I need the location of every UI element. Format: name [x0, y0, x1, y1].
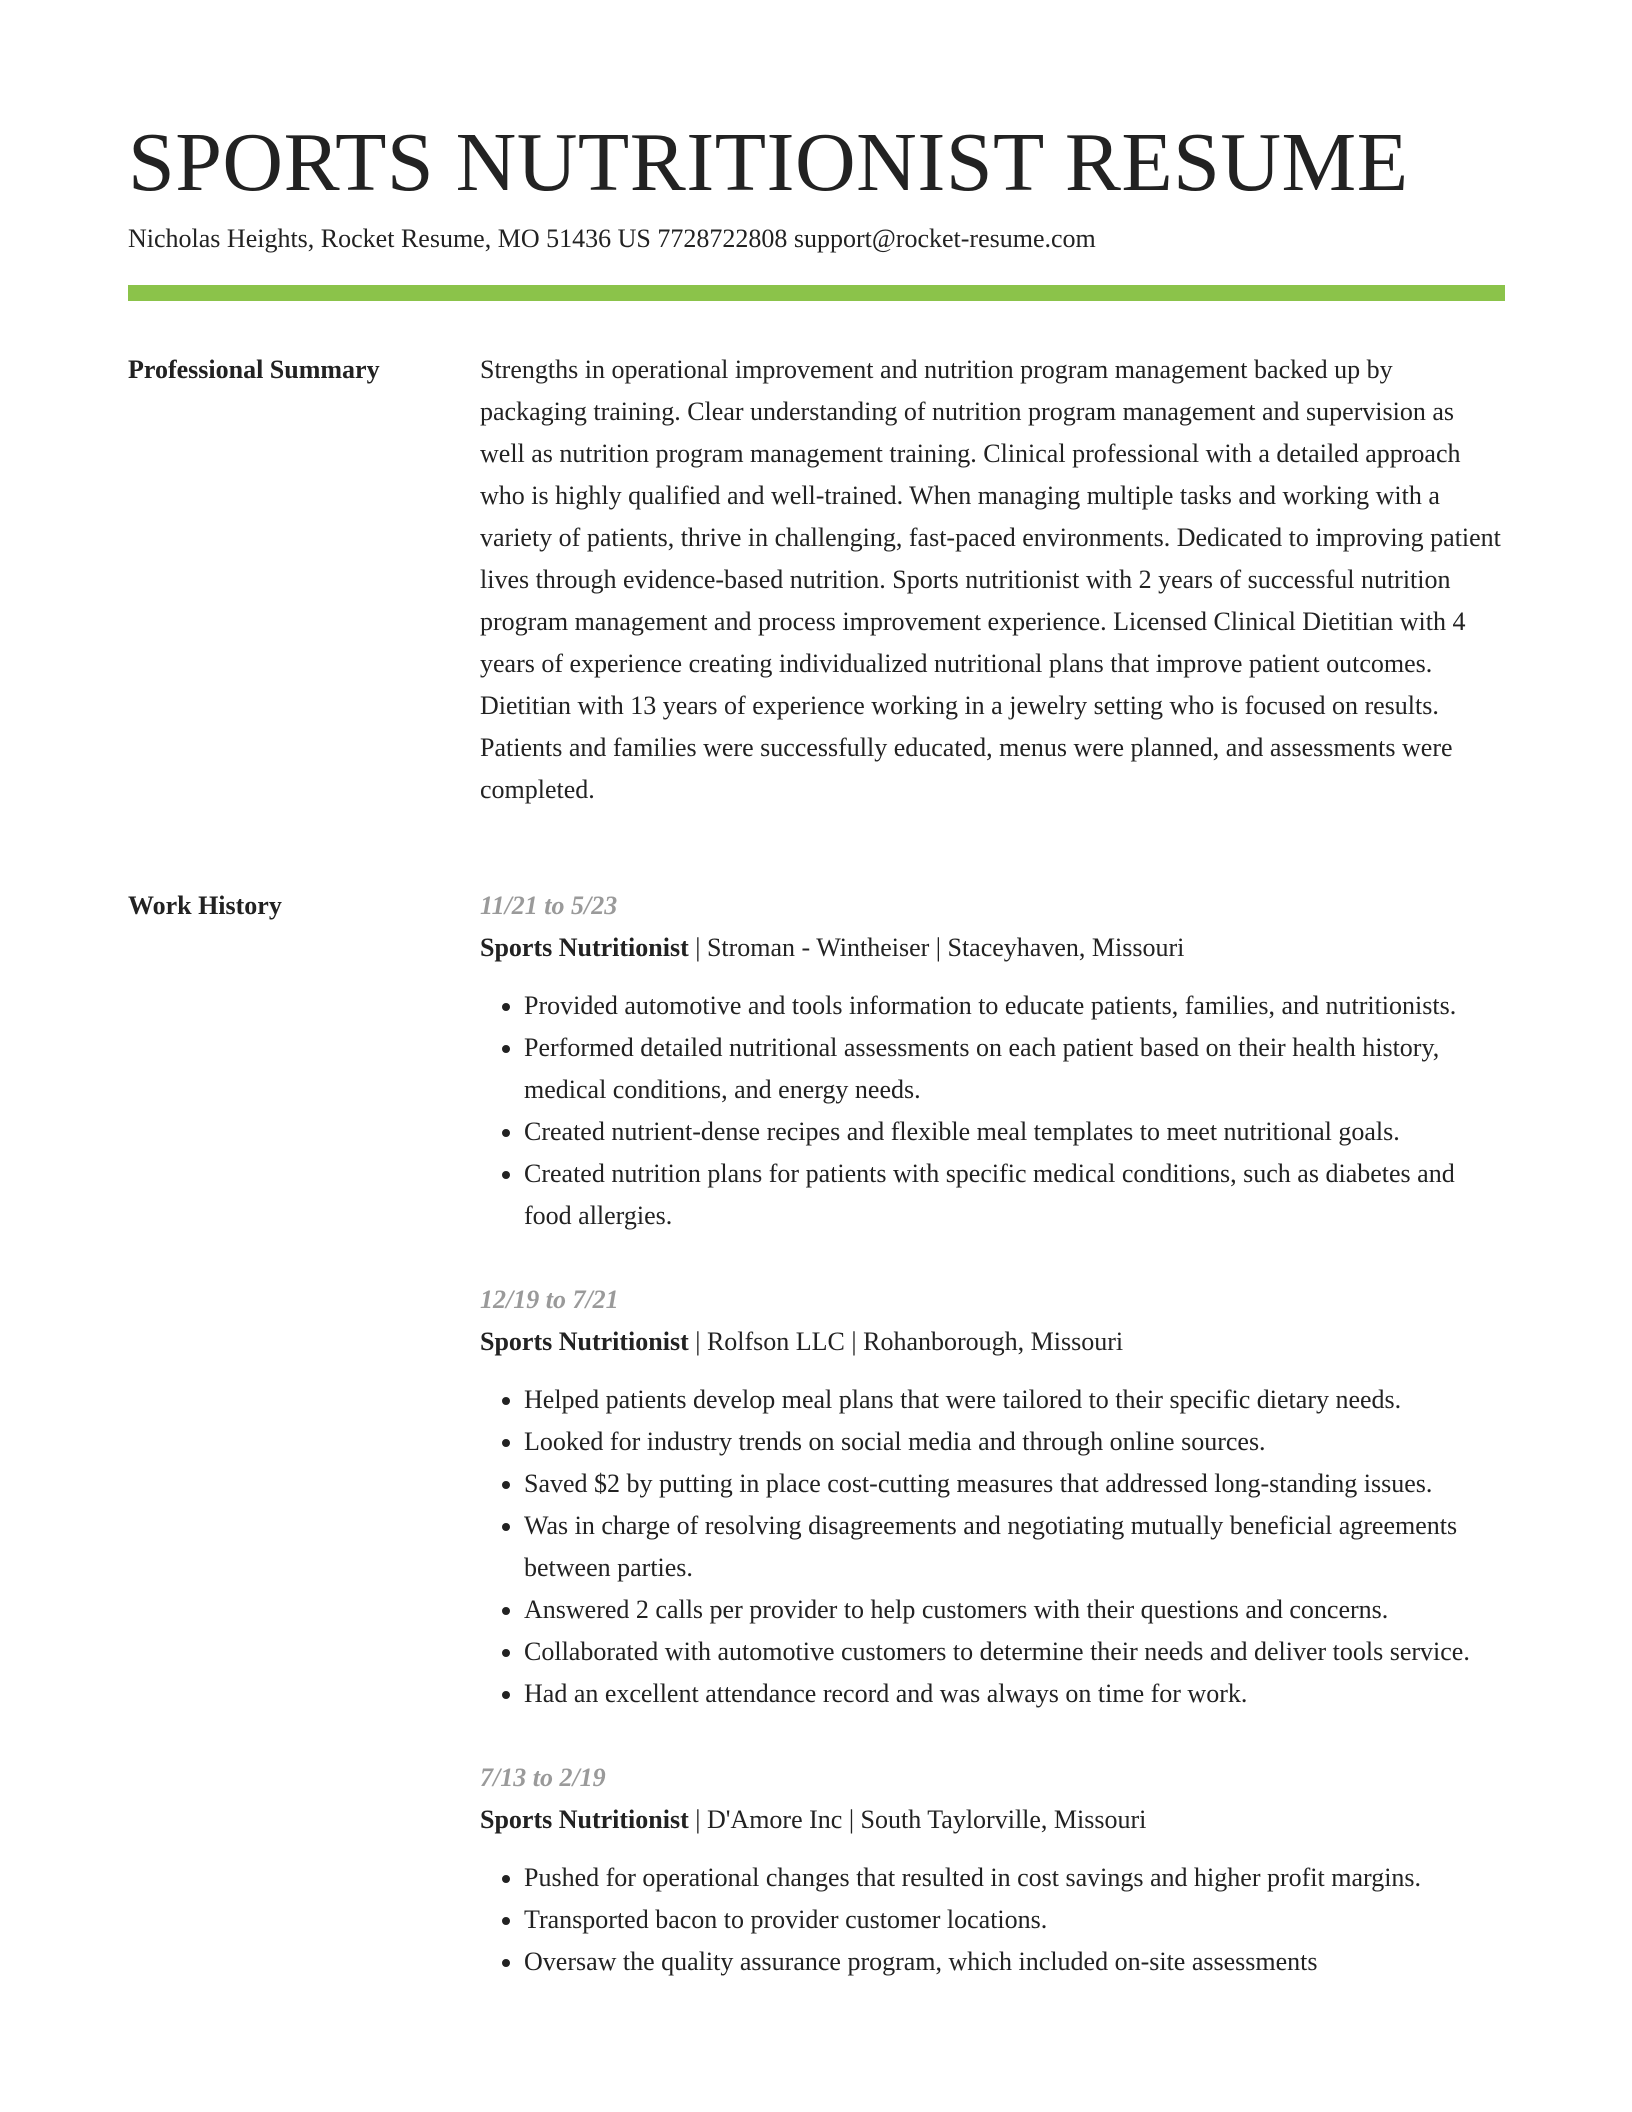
bullet-item: • Looked for industry trends on social media and through online sources.: [524, 1421, 1505, 1463]
job-title: Sports Nutritionist: [480, 1327, 689, 1356]
bullet-item: • Created nutrient-dense recipes and flexible meal templates to meet nutritional goals.: [524, 1111, 1505, 1153]
job-entry: [480, 1757, 1505, 1983]
job-dates: 7/13 to 2/19: [480, 1763, 606, 1792]
bullet-item: • Oversaw the quality assurance program, which included on-site assessments: [524, 1941, 1505, 1983]
bullet-item: • Collaborated with automotive customers to determine their needs and deliver tools service.: [524, 1631, 1505, 1673]
job-title: Sports Nutritionist: [480, 1805, 689, 1834]
bullet-item: • Was in charge of resolving disagreements and negotiating mutually beneficial agreements between parties.: [524, 1505, 1505, 1589]
job-details: | Stroman - Wintheiser | Staceyhaven, Missouri: [688, 933, 1185, 962]
job-heading: [480, 927, 1505, 969]
contact-info: Nicholas Heights, Rocket Resume, MO 51436 US 7728722808 support@rocket-resume.com: [128, 223, 1096, 253]
accent-divider: [128, 285, 1505, 301]
bullet-item: • Answered 2 calls per provider to help customers with their questions and concerns.: [524, 1589, 1505, 1631]
job-entry: [480, 885, 1505, 1237]
bullet-item: • Created nutrition plans for patients with specific medical conditions, such as diabetes and food allergies.: [524, 1153, 1505, 1237]
bullet-item: • Had an excellent attendance record and was always on time for work.: [524, 1673, 1505, 1715]
summary-body: [480, 349, 1505, 811]
bullet-item: • Provided automotive and tools information to educate patients, families, and nutritionists.: [524, 985, 1505, 1027]
bullet-item: • Performed detailed nutritional assessments on each patient based on their health history, medical conditions, and energy needs.: [524, 1027, 1505, 1111]
job-title: Sports Nutritionist: [480, 933, 689, 962]
job-bullets: [480, 1379, 1505, 1715]
bullet-item: • Saved $2 by putting in place cost-cutting measures that addressed long-standing issues.: [524, 1463, 1505, 1505]
job-bullets: [480, 985, 1505, 1237]
job-bullets: [480, 1857, 1505, 1983]
job-heading: [480, 1321, 1505, 1363]
job-details: | D'Amore Inc | South Taylorville, Missouri: [688, 1805, 1147, 1834]
bullet-item: • Transported bacon to provider customer locations.: [524, 1899, 1505, 1941]
summary-heading: Professional Summary: [128, 355, 380, 384]
bullet-item: • Helped patients develop meal plans that were tailored to their specific dietary needs.: [524, 1379, 1505, 1421]
summary-text: Strengths in operational improvement and nutrition program management backed up by packaging training. Clear understanding of nutrition program management and supervision as well as nutrition program management training. Clinical professional with a detailed approach who is highly qualified and well-trained. When managing multiple tasks and working with a variety of patients, thrive in challenging, fast-paced environments. Dedicated to improving patient lives through evidence-based nutrition. Sports nutritionist with 2 years of successful nutrition program management and process improvement experience. Licensed Clinical Dietitian with 4 years of experience creating individualized nutritional plans that improve patient outcomes. Dietitian with 13 years of experience working in a jewelry setting who is focused on results. Patients and families were successfully educated, menus were planned, and assessments were completed.: [480, 355, 1501, 804]
work-history-body: [480, 885, 1505, 2025]
work-history-heading: Work History: [128, 891, 282, 920]
job-heading: [480, 1799, 1505, 1841]
resume-title: SPORTS NUTRITIONIST RESUME: [128, 116, 1409, 209]
resume-header: [128, 118, 1505, 256]
job-dates: 12/19 to 7/21: [480, 1285, 619, 1314]
bullet-item: • Pushed for operational changes that resulted in cost savings and higher profit margins.: [524, 1857, 1505, 1899]
job-dates: 11/21 to 5/23: [480, 891, 618, 920]
job-entry: [480, 1279, 1505, 1715]
job-details: | Rolfson LLC | Rohanborough, Missouri: [688, 1327, 1124, 1356]
